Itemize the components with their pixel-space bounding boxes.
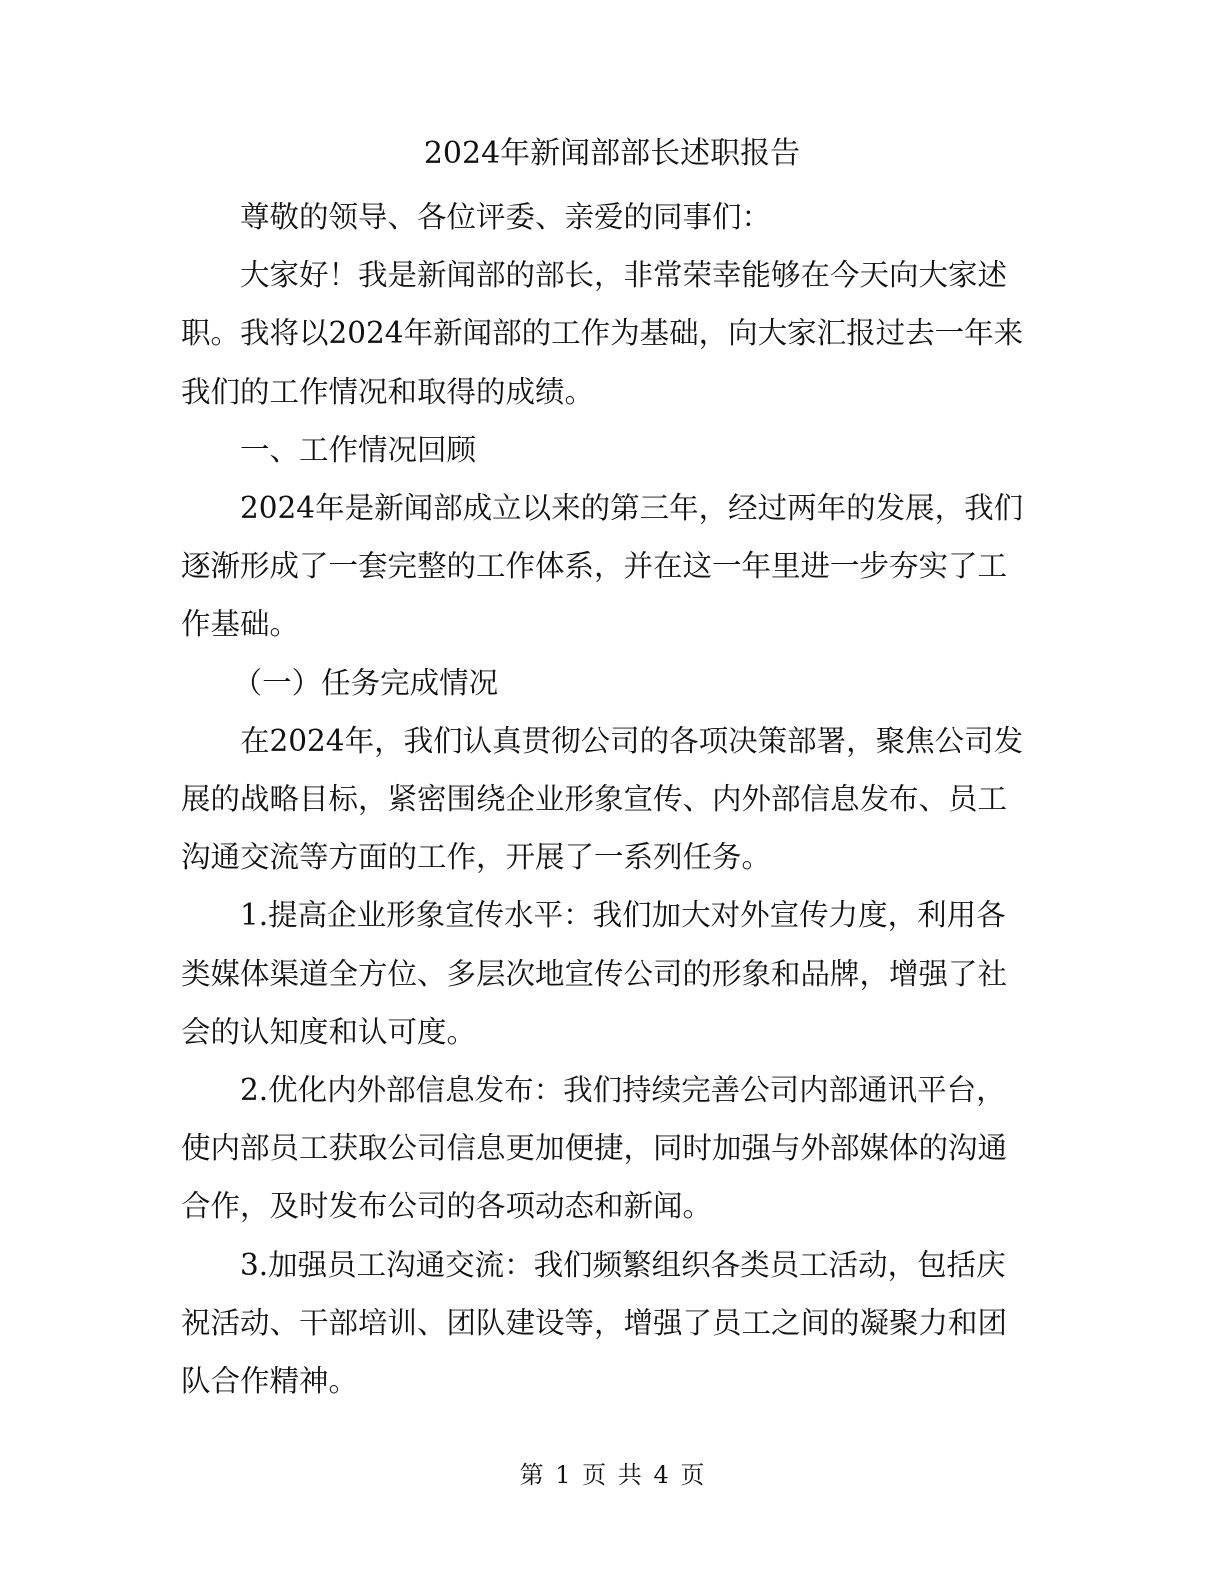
- intro-paragraph: 大家好！我是新闻部的部长，非常荣幸能够在今天向大家述职。我将以2024年新闻部的工作为基础，向大家汇报过去一年来我们的工作情况和取得的成绩。: [181, 258, 1024, 409]
- subsection-heading-task-completion: （一）任务完成情况: [232, 665, 499, 700]
- list-item-staff-communication: 3.加强员工沟通交流：我们频繁组织各类员工活动，包括庆祝活动、干部培训、团队建设等，增强了员工之间的凝聚力和团队合作精神。: [181, 1247, 1008, 1399]
- document-body: [181, 188, 1033, 1410]
- page-footer: 第 1 页 共 4 页: [519, 1461, 705, 1489]
- list-item-brand-promotion: 1.提高企业形象宣传水平：我们加大对外宣传力度，利用各类媒体渠道全方位、多层次地宣传公司的形象和品牌，增强了社会的认知度和认可度。: [181, 898, 1008, 1049]
- list-item-information-release: 2.优化内外部信息发布：我们持续完善公司内部通讯平台，使内部员工获取公司信息更加便捷，同时加强与外部媒体的沟通合作，及时发布公司的各项动态和新闻。: [181, 1073, 1008, 1224]
- document-title: 2024年新闻部部长述职报告: [423, 136, 801, 171]
- task-completion-paragraph: 在2024年，我们认真贯彻公司的各项决策部署，聚焦公司发展的战略目标，紧密围绕企业形象宣传、内外部信息发布、员工沟通交流等方面的工作，开展了一系列任务。: [181, 723, 1024, 875]
- salutation-paragraph: 尊敬的领导、各位评委、亲爱的同事们：: [240, 200, 772, 234]
- section-heading-work-review: 一、工作情况回顾: [240, 432, 477, 467]
- work-review-paragraph: 2024年是新闻部成立以来的第三年，经过两年的发展，我们逐渐形成了一套完整的工作体系，并在这一年里进一步夯实了工作基础。: [181, 491, 1024, 642]
